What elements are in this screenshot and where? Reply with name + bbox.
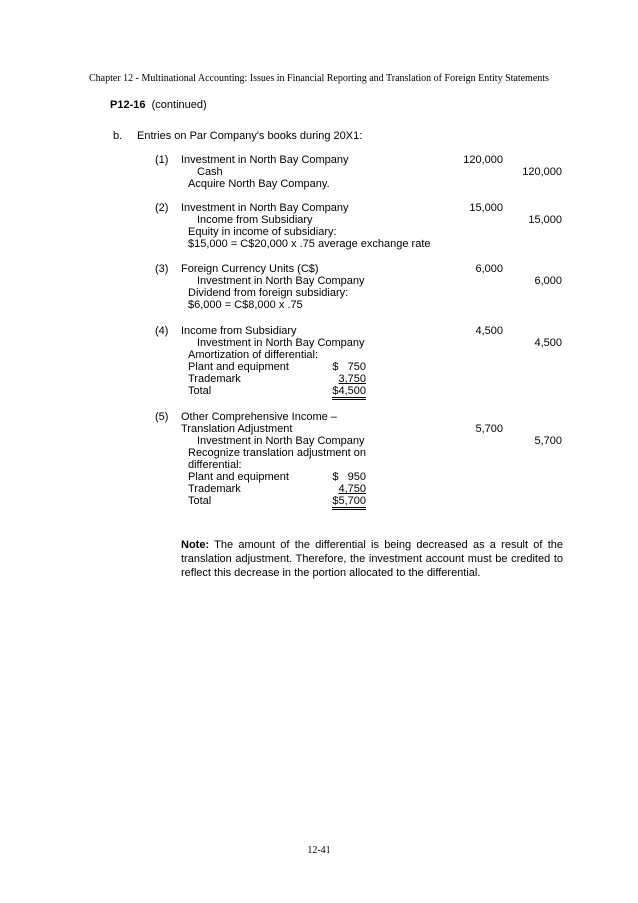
debit-amount: 5,700 bbox=[475, 423, 503, 435]
entry-number: (1) bbox=[155, 154, 169, 166]
schedule-label: Trademark bbox=[188, 483, 241, 495]
credit-amount: 120,000 bbox=[522, 166, 562, 178]
schedule-amount bbox=[320, 373, 366, 385]
page-number: 12-41 bbox=[307, 845, 331, 856]
credit-amount: 15,000 bbox=[528, 214, 562, 226]
note-text: The amount of the differential is being decreased as a result of the translation adjustment. Therefore, the investment account must be credited to reflect this decrease in the portion allocated to the differential. bbox=[181, 539, 563, 579]
entry-explanation: $15,000 = C$20,000 x .75 average exchange rate bbox=[188, 238, 431, 250]
credit-amount: 5,700 bbox=[534, 435, 562, 447]
schedule-amount: $ 950 bbox=[332, 471, 366, 483]
schedule-total-value: $4,500 bbox=[332, 385, 366, 400]
problem-suffix: (continued) bbox=[151, 99, 207, 111]
schedule-amount: $ 750 bbox=[332, 361, 366, 373]
schedule-label: Total bbox=[188, 495, 212, 507]
schedule-amount bbox=[320, 385, 366, 397]
debit-account: Income from Subsidiary bbox=[181, 325, 297, 337]
debit-amount: 4,500 bbox=[475, 325, 503, 337]
debit-amount: 6,000 bbox=[475, 263, 503, 275]
entry-explanation: Recognize translation adjustment on bbox=[188, 447, 366, 459]
entry-number: (5) bbox=[155, 411, 169, 423]
entry-explanation: Amortization of differential: bbox=[188, 349, 319, 361]
schedule-label: Plant and equipment bbox=[188, 361, 289, 373]
schedule-amount-value: 3,750 bbox=[338, 373, 366, 385]
entry-explanation: Acquire North Bay Company. bbox=[188, 178, 330, 190]
schedule-amount bbox=[320, 483, 366, 495]
part-label: b. bbox=[113, 130, 123, 142]
debit-account: Investment in North Bay Company bbox=[181, 154, 349, 166]
credit-amount: 6,000 bbox=[534, 275, 562, 287]
debit-amount: 120,000 bbox=[463, 154, 503, 166]
schedule-amount-value: 4,750 bbox=[338, 483, 366, 495]
entry-explanation: $6,000 = C$8,000 x .75 bbox=[188, 299, 303, 311]
note-label: Note: bbox=[181, 539, 210, 551]
entry-explanation: Equity in income of subsidiary: bbox=[188, 226, 337, 238]
entry-explanation: Dividend from foreign subsidiary: bbox=[188, 287, 349, 299]
entry-explanation: differential: bbox=[188, 459, 242, 471]
debit-account: Foreign Currency Units (C$) bbox=[181, 263, 319, 275]
part-text: Entries on Par Company's books during 20X1: bbox=[137, 130, 363, 142]
debit-account: Other Comprehensive Income – bbox=[181, 411, 337, 423]
note-paragraph bbox=[181, 538, 563, 580]
debit-account-line-2: Translation Adjustment bbox=[181, 423, 293, 435]
debit-account: Investment in North Bay Company bbox=[181, 202, 349, 214]
schedule-label: Plant and equipment bbox=[188, 471, 289, 483]
credit-account: Investment in North Bay Company bbox=[197, 275, 365, 287]
credit-amount: 4,500 bbox=[534, 337, 562, 349]
debit-amount: 15,000 bbox=[469, 202, 503, 214]
schedule-label: Trademark bbox=[188, 373, 241, 385]
credit-account: Investment in North Bay Company bbox=[197, 435, 365, 447]
schedule-amount bbox=[320, 495, 366, 507]
entry-number: (2) bbox=[155, 202, 169, 214]
credit-account: Income from Subsidiary bbox=[197, 214, 313, 226]
credit-account: Cash bbox=[197, 166, 223, 178]
schedule-label: Total bbox=[188, 385, 212, 397]
credit-account: Investment in North Bay Company bbox=[197, 337, 365, 349]
entry-number: (3) bbox=[155, 263, 169, 275]
part-heading bbox=[113, 130, 362, 142]
entry-number: (4) bbox=[155, 325, 169, 337]
schedule-total-value: $5,700 bbox=[332, 495, 366, 510]
problem-heading bbox=[110, 99, 207, 111]
problem-id: P12-16 bbox=[110, 99, 146, 111]
chapter-header: Chapter 12 - Multinational Accounting: Issues in Financial Reporting and Translation of Foreign Entity Statements bbox=[89, 73, 549, 84]
